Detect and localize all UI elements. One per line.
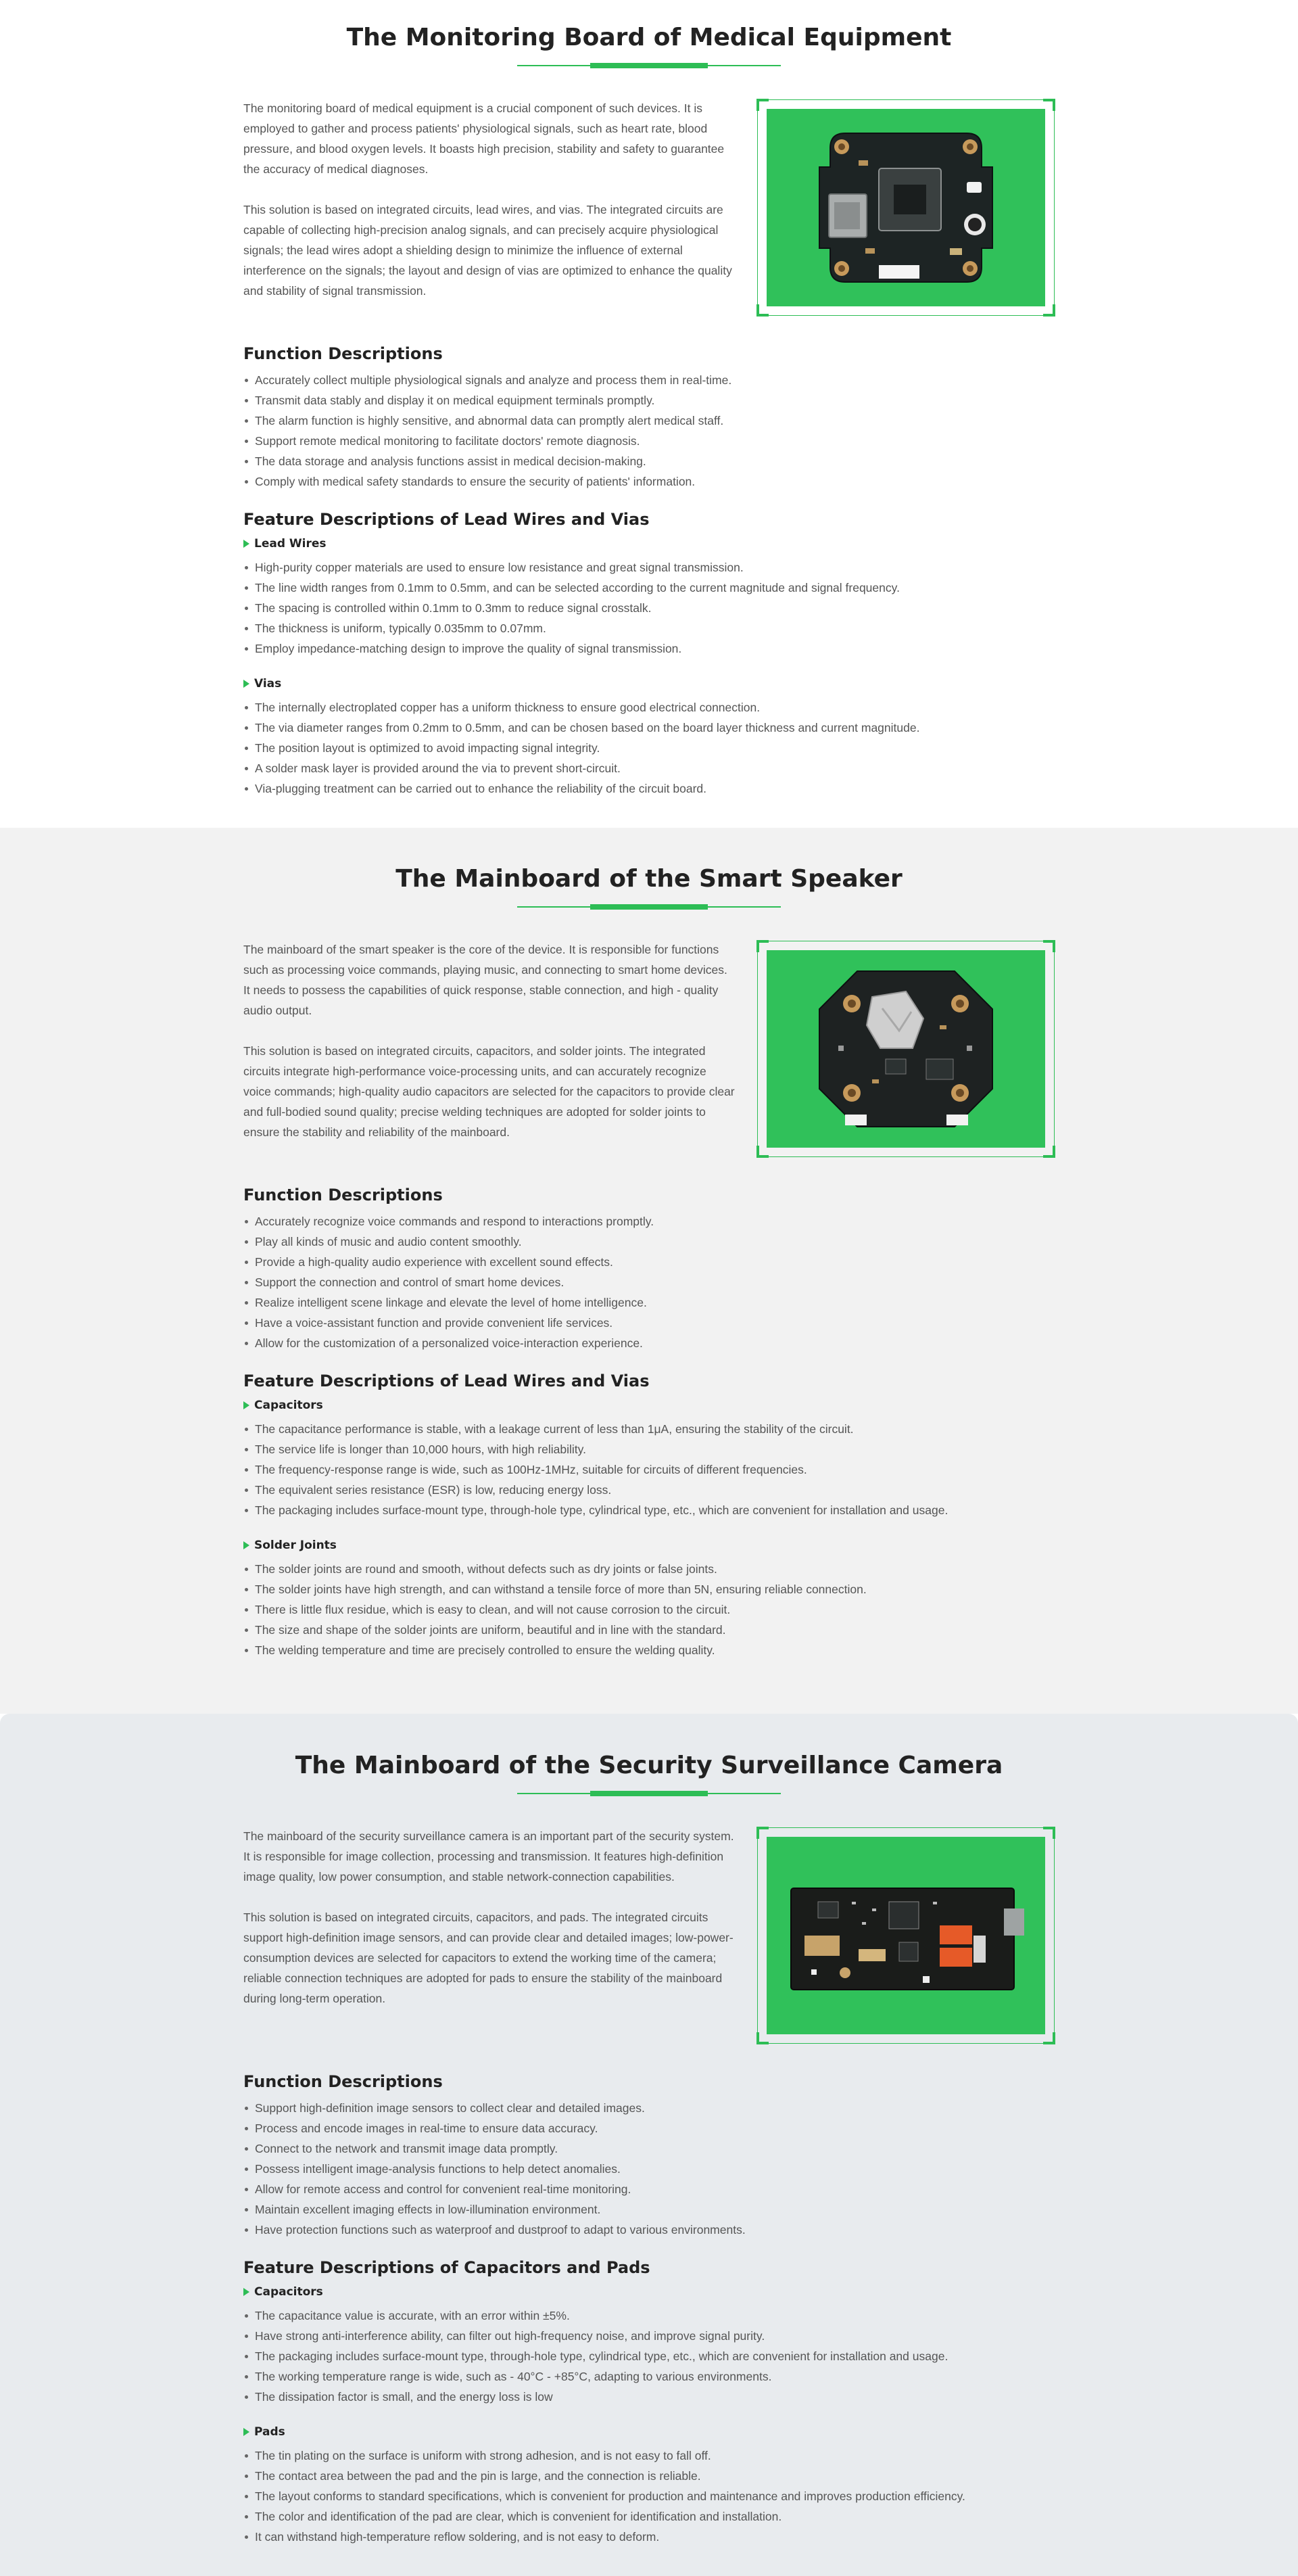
- section-title: The Mainboard of the Security Surveillance Camera: [295, 1752, 1003, 1779]
- product-image-frame: [757, 99, 1055, 316]
- intro-text: [243, 939, 737, 1142]
- intro-paragraph: The mainboard of the security surveillance camera is an important part of the security system. It is responsible for image collection, processing and transmission. It features high-definition image quality, low power consumption, and stable network-connection capabilities.: [243, 1829, 734, 1883]
- list-item: The line width ranges from 0.1mm to 0.5mm, and can be selected according to the current magnitude and signal frequency.: [243, 578, 1055, 598]
- list-item: The working temperature range is wide, such as - 40°C - +85°C, adapting to various environments.: [243, 2366, 1055, 2387]
- group-heading: [243, 1397, 1055, 1413]
- group-heading-label: Lead Wires: [254, 537, 327, 551]
- medical-board-image: [767, 109, 1045, 306]
- list-item: Via-plugging treatment can be carried out to enhance the reliability of the circuit board.: [243, 778, 1055, 799]
- list-item: The internally electroplated copper has a uniform thickness to ensure good electrical connection.: [243, 697, 1055, 718]
- list-item: The frequency-response range is wide, such as 100Hz-1MHz, suitable for circuits of different frequencies.: [243, 1459, 1055, 1480]
- circuit-board-icon: [804, 120, 1007, 296]
- triangle-right-icon: [243, 1541, 249, 1549]
- intro-row: [243, 98, 1055, 316]
- intro-text: [243, 1826, 737, 2009]
- list-item: The equivalent series resistance (ESR) is low, reducing energy loss.: [243, 1480, 1055, 1500]
- list-item: The packaging includes surface-mount type, through-hole type, cylindrical type, etc., which are convenient for installation and usage.: [243, 1500, 1055, 1520]
- title-underline: [517, 1790, 781, 1797]
- section-title: The Mainboard of the Smart Speaker: [395, 865, 903, 893]
- list-item: The tin plating on the surface is uniform with strong adhesion, and is not easy to fall off.: [243, 2445, 1055, 2466]
- list-item: Accurately collect multiple physiological signals and analyze and process them in real-time.: [243, 370, 1055, 390]
- list-item: Play all kinds of music and audio content smoothly.: [243, 1232, 1055, 1252]
- camera-board-image: [767, 1837, 1045, 2034]
- section-title: The Monitoring Board of Medical Equipment: [346, 24, 952, 51]
- list-item: Support remote medical monitoring to facilitate doctors' remote diagnosis.: [243, 431, 1055, 451]
- list-item: Provide a high-quality audio experience with excellent sound effects.: [243, 1252, 1055, 1272]
- section-smart-speaker-mainboard: [0, 828, 1298, 1714]
- list-item: Realize intelligent scene linkage and elevate the level of home intelligence.: [243, 1292, 1055, 1313]
- list-item: The via diameter ranges from 0.2mm to 0.5mm, and can be chosen based on the board layer thickness and current magnitude.: [243, 718, 1055, 738]
- product-image-frame: [757, 1827, 1055, 2044]
- list-item: It can withstand high-temperature reflow soldering, and is not easy to deform.: [243, 2527, 1055, 2547]
- intro-row: [243, 939, 1055, 1157]
- list-item: There is little flux residue, which is easy to clean, and will not cause corrosion to the circuit.: [243, 1599, 1055, 1620]
- list-item: The service life is longer than 10,000 hours, with high reliability.: [243, 1439, 1055, 1459]
- list-item: The thickness is uniform, typically 0.035mm to 0.07mm.: [243, 618, 1055, 638]
- speaker-board-image: [767, 950, 1045, 1148]
- list-item: The alarm function is highly sensitive, and abnormal data can promptly alert medical staff.: [243, 411, 1055, 431]
- functions-list: [243, 2098, 1055, 2240]
- list-item: The capacitance value is accurate, with an error within ±5%.: [243, 2305, 1055, 2326]
- list-item: Support high-definition image sensors to collect clear and detailed images.: [243, 2098, 1055, 2118]
- list-item: The position layout is optimized to avoid impacting signal integrity.: [243, 738, 1055, 758]
- feature-list: [243, 2305, 1055, 2407]
- list-item: Accurately recognize voice commands and respond to interactions promptly.: [243, 1211, 1055, 1232]
- section-content: [243, 98, 1055, 799]
- group-heading: [243, 676, 1055, 692]
- functions-heading: Function Descriptions: [243, 2072, 443, 2091]
- functions-heading: Function Descriptions: [243, 1186, 443, 1204]
- group-heading: [243, 536, 1055, 552]
- features-heading: Feature Descriptions of Lead Wires and Vias: [243, 510, 650, 529]
- circuit-board-icon: [777, 1861, 1034, 2010]
- intro-paragraph: This solution is based on integrated circuits, lead wires, and vias. The integrated circuits are capable of collecting high-precision analog signals, and can precisely acquire physiological signals; the lead wires adopt a shielding design to minimize the influence of external interference on the signals; the layout and design of vias are optimized to enhance the quality and stability of signal transmission.: [243, 203, 732, 298]
- feature-list: [243, 557, 1055, 659]
- intro-paragraph: The monitoring board of medical equipment is a crucial component of such devices. It is employed to gather and process patients' physiological signals, such as heart rate, blood pressure, and blood oxygen levels. It boasts high precision, stability and safety to guarantee the accuracy of medical diagnoses.: [243, 101, 725, 176]
- product-image-frame: [757, 941, 1055, 1157]
- triangle-right-icon: [243, 540, 249, 548]
- triangle-right-icon: [243, 1401, 249, 1409]
- group-heading-label: Solder Joints: [254, 1539, 337, 1552]
- feature-list: [243, 1559, 1055, 1660]
- list-item: The solder joints are round and smooth, without defects such as dry joints or false joints.: [243, 1559, 1055, 1579]
- intro-paragraph: This solution is based on integrated circuits, capacitors, and pads. The integrated circuits support high-definition image sensors, and can provide clear and detailed images; low-power-consumption devices are selected for capacitors to extend the working time of the camera; reliable connection techniques are adopted for pads to ensure the stability of the mainboard during long-term operation.: [243, 1911, 734, 2005]
- functions-list: [243, 1211, 1055, 1353]
- list-item: Have strong anti-interference ability, can filter out high-frequency noise, and improve signal purity.: [243, 2326, 1055, 2346]
- list-item: The color and identification of the pad are clear, which is convenient for identification and installation.: [243, 2506, 1055, 2527]
- feature-list: [243, 1419, 1055, 1520]
- list-item: Allow for remote access and control for convenient real-time monitoring.: [243, 2179, 1055, 2199]
- list-item: The dissipation factor is small, and the energy loss is low: [243, 2387, 1055, 2407]
- list-item: The layout conforms to standard specifications, which is convenient for production and maintenance and improves production efficiency.: [243, 2486, 1055, 2506]
- list-item: Transmit data stably and display it on medical equipment terminals promptly.: [243, 390, 1055, 411]
- title-underline: [517, 62, 781, 69]
- list-item: Connect to the network and transmit image data promptly.: [243, 2138, 1055, 2159]
- intro-paragraph: This solution is based on integrated circuits, capacitors, and solder joints. The integrated circuits integrate high-performance voice-processing units, and can accurately recognize voice commands; high-quality audio capacitors are selected for the capacitors to provide clear and full-bodied sound quality; precise welding techniques are adopted for solder joints to ensure the stability and reliability of the mainboard.: [243, 1044, 735, 1139]
- feature-list: [243, 697, 1055, 799]
- group-heading-label: Capacitors: [254, 2285, 323, 2299]
- intro-row: [243, 1826, 1055, 2044]
- group-heading: [243, 2424, 1055, 2440]
- intro-paragraph: The mainboard of the smart speaker is the core of the device. It is responsible for functions such as processing voice commands, playing music, and connecting to smart home devices. It needs to possess the capabilities of quick response, stable connection, and high - quality audio output.: [243, 943, 727, 1017]
- feature-list: [243, 2445, 1055, 2547]
- list-item: Allow for the customization of a personalized voice-interaction experience.: [243, 1333, 1055, 1353]
- list-item: Employ impedance-matching design to improve the quality of signal transmission.: [243, 638, 1055, 659]
- features-heading: Feature Descriptions of Capacitors and Pads: [243, 2258, 650, 2277]
- list-item: The capacitance performance is stable, with a leakage current of less than 1μA, ensuring the stability of the circuit.: [243, 1419, 1055, 1439]
- triangle-right-icon: [243, 680, 249, 688]
- group-heading-label: Capacitors: [254, 1399, 323, 1412]
- triangle-right-icon: [243, 2428, 249, 2436]
- features-heading: Feature Descriptions of Lead Wires and Vias: [243, 1372, 650, 1390]
- list-item: Process and encode images in real-time to ensure data accuracy.: [243, 2118, 1055, 2138]
- list-item: Have a voice-assistant function and provide convenient life services.: [243, 1313, 1055, 1333]
- group-heading: [243, 1537, 1055, 1553]
- functions-list: [243, 370, 1055, 492]
- list-item: The contact area between the pad and the pin is large, and the connection is reliable.: [243, 2466, 1055, 2486]
- list-item: The data storage and analysis functions assist in medical decision-making.: [243, 451, 1055, 471]
- list-item: Have protection functions such as waterproof and dustproof to adapt to various environments.: [243, 2220, 1055, 2240]
- section-surveillance-camera-mainboard: [0, 1714, 1298, 2576]
- section-content: [243, 1826, 1055, 2547]
- title-underline: [517, 904, 781, 910]
- list-item: The spacing is controlled within 0.1mm to 0.3mm to reduce signal crosstalk.: [243, 598, 1055, 618]
- list-item: A solder mask layer is provided around the via to prevent short-circuit.: [243, 758, 1055, 778]
- section-content: [243, 939, 1055, 1660]
- triangle-right-icon: [243, 2288, 249, 2296]
- list-item: The solder joints have high strength, and can withstand a tensile force of more than 5N, ensuring reliable connection.: [243, 1579, 1055, 1599]
- list-item: The welding temperature and time are precisely controlled to ensure the welding quality.: [243, 1640, 1055, 1660]
- list-item: The size and shape of the solder joints are uniform, beautiful and in line with the standard.: [243, 1620, 1055, 1640]
- list-item: The packaging includes surface-mount type, through-hole type, cylindrical type, etc., which are convenient for installation and usage.: [243, 2346, 1055, 2366]
- circuit-board-icon: [804, 958, 1007, 1140]
- list-item: Possess intelligent image-analysis functions to help detect anomalies.: [243, 2159, 1055, 2179]
- list-item: Comply with medical safety standards to ensure the security of patients' information.: [243, 471, 1055, 492]
- section-medical-monitoring-board: [0, 0, 1298, 828]
- list-item: Support the connection and control of smart home devices.: [243, 1272, 1055, 1292]
- intro-text: [243, 98, 737, 301]
- functions-heading: Function Descriptions: [243, 344, 443, 363]
- group-heading-label: Pads: [254, 2425, 285, 2439]
- list-item: Maintain excellent imaging effects in low-illumination environment.: [243, 2199, 1055, 2220]
- group-heading: [243, 2284, 1055, 2300]
- group-heading-label: Vias: [254, 677, 282, 690]
- list-item: High-purity copper materials are used to ensure low resistance and great signal transmission.: [243, 557, 1055, 578]
